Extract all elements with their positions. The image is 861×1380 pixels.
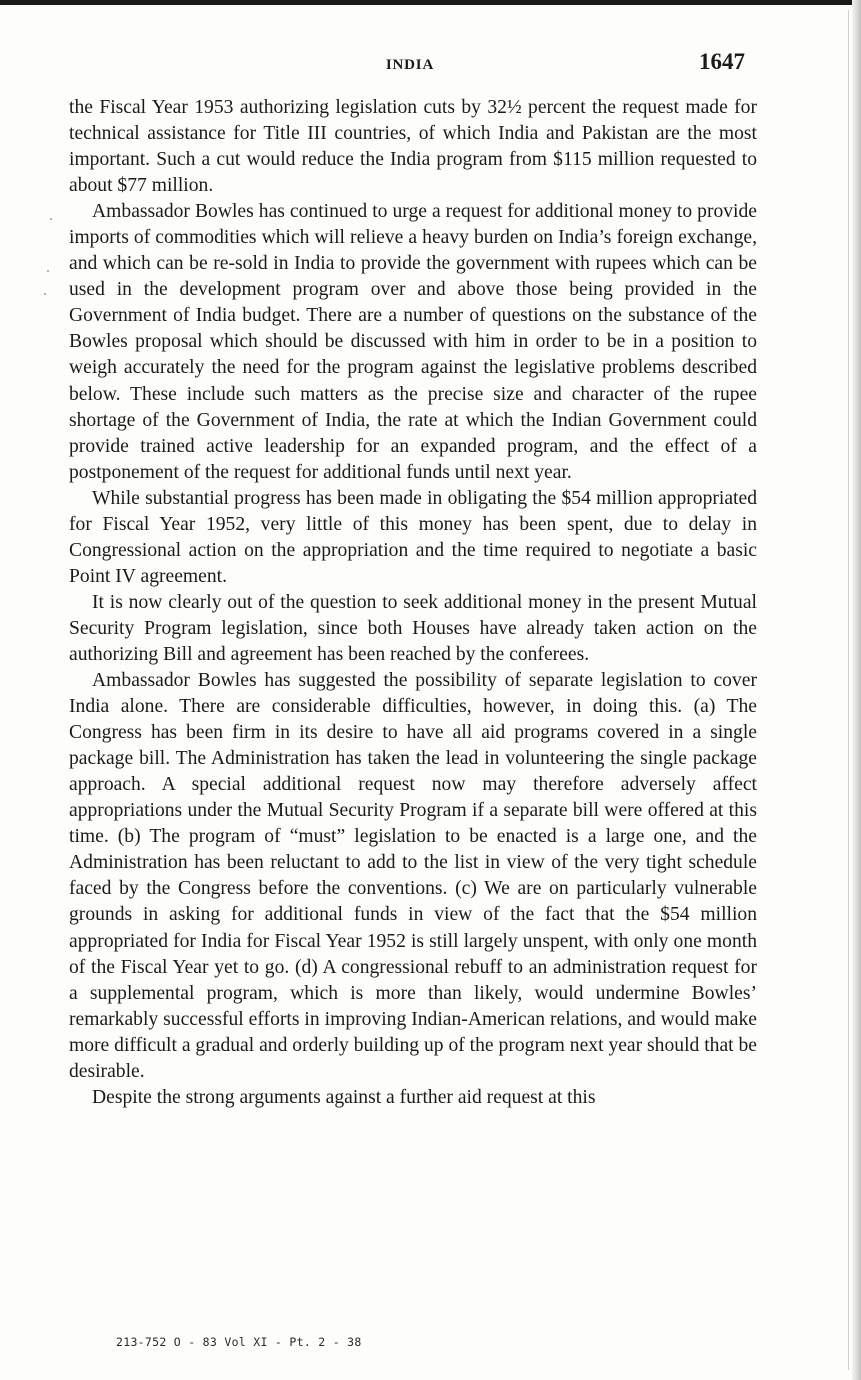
paragraph: Ambassador Bowles has continued to urge a request for additional money to provide imports of commodities which will relieve a heavy burden on India’s foreign exchange, and which can be re-sold in India to provide the government with rupees which can be used in the development program over and above those being provided in the Government of India budget. There are a number of questions on the substance of the Bowles proposal which should be discussed with him in order to be in a position to weigh accurately the need for the program against the legislative problems described below. These include such matters as the precise size and character of the rupee shortage of the Government of India, the rate at which the Indian Government could provide trained active leadership for an expanded program, and the effect of a postponement of the request for additional funds until next year. [69, 201, 757, 483]
scan-speck [50, 218, 52, 220]
footer-print-code: 213-752 O - 83 Vol XI - Pt. 2 - 38 [116, 1335, 362, 1349]
paragraph: It is now clearly out of the question to seek additional money in the present Mutual Security Program legislation, since both Houses have already taken action on the authorizing Bill and agreement has been reached by the conferees. [69, 591, 757, 665]
scan-edge-line [848, 10, 849, 1370]
scan-top-border [0, 0, 861, 5]
paragraph-continuation: the Fiscal Year 1953 authorizing legislation cuts by 32½ percent the request made for technical assistance for Title III countries, of which India and Pakistan are the most important. Such a cut would reduce the India program from $115 million requested to about $77 million. [69, 97, 757, 197]
paragraph: While substantial progress has been made in obligating the $54 million appropriated for Fiscal Year 1952, very little of this money has been spent, due to delay in Congressional action on the appropriation and the time required to negotiate a basic Point IV agreement. [69, 487, 757, 587]
running-header-title: INDIA [385, 57, 435, 73]
paragraph-truncated: Despite the strong arguments against a further aid request at this [92, 1086, 596, 1108]
scan-speck [44, 293, 46, 295]
scan-right-edge [852, 0, 861, 1380]
paragraph: Ambassador Bowles has suggested the possibility of separate legislation to cover India alone. There are considerable difficulties, however, in doing this. (a) The Congress has been firm in its desire to have all aid programs covered in a single package bill. The Administration has taken the lead in volunteering the single package approach. A special additional request now may therefore adversely affect appropriations under the Mutual Security Program if a separate bill were offered at this time. (b) The program of “must” legislation to be enacted is a large one, and the Administration has been reluctant to add to the list in view of the very tight schedule faced by the Congress before the conventions. (c) We are on particularly vulnerable grounds in asking for additional funds in view of the fact that the $54 million appropriated for India for Fiscal Year 1952 is still largely unspent, with only one month of the Fiscal Year yet to go. (d) A congressional rebuff to an administration request for a supplemental program, which is more than likely, would undermine Bowles’ remarkably successful efforts in improving Indian-American relations, and would make more difficult a gradual and orderly building up of the program next year should that be desirable. [69, 670, 757, 1082]
scan-speck [47, 270, 49, 272]
page-number: 1647 [699, 49, 745, 74]
body-text [69, 95, 757, 1111]
